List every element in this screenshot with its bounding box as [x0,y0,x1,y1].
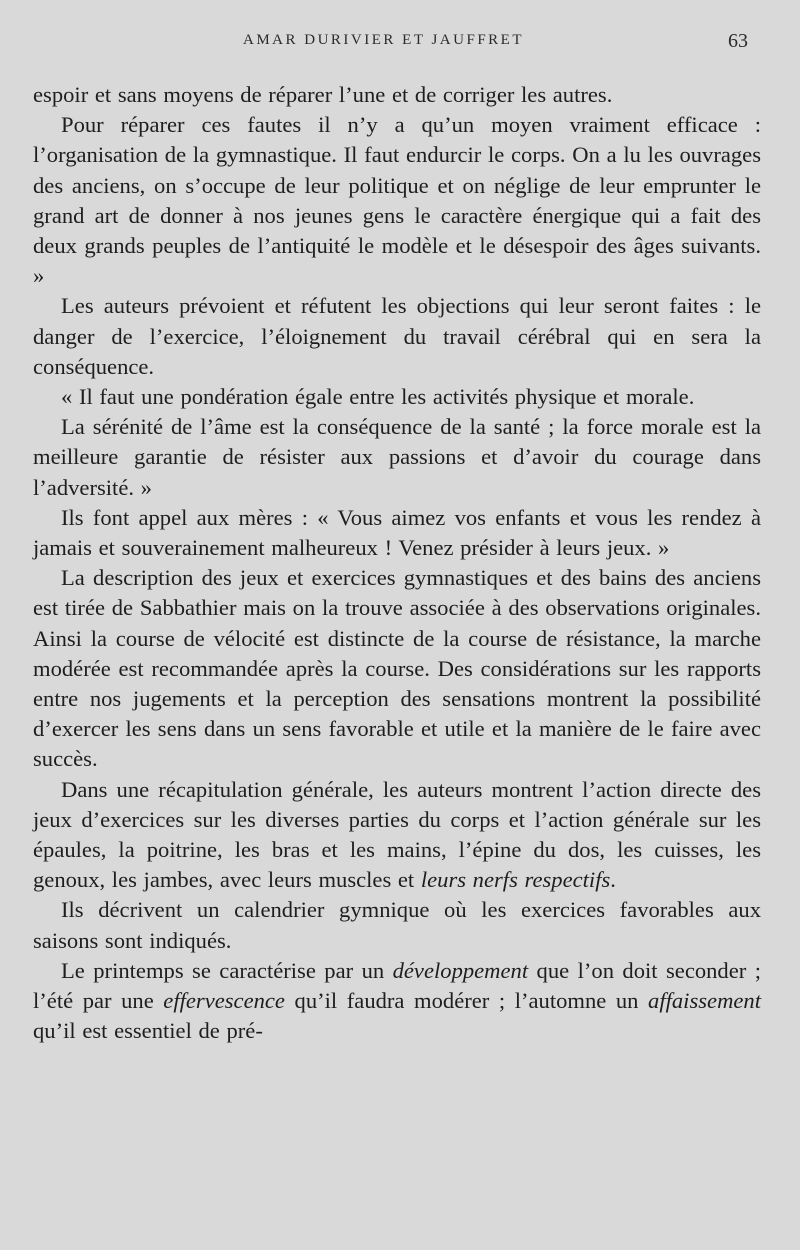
paragraph-9: Ils décrivent un calendrier gymnique où les exercices favorables aux saisons sont indiqués. [33,897,761,953]
paragraph-10-text-2: que l’on doit seconder ; l’été par une [33,957,761,1014]
paragraph-6: Ils font appel aux mères : « Vous aimez vos enfants et vous les rendez à jamais et souverainement malheureux ! Venez présider à leurs jeux. » [33,504,761,561]
paragraph-10 [33,956,761,1047]
paragraph-10-italic-3: affaissement [648,988,761,1014]
paragraph-10-italic-2: effervescence [163,988,285,1014]
page-number: 63 [728,30,748,52]
paragraph-1: espoir et sans moyens de réparer l’une et de corriger les autres. [33,82,613,107]
paragraph-10-text-1: Le printemps se caractérise par un [61,957,393,983]
paragraph-8-end: . [610,867,616,893]
page-header [0,32,800,54]
paragraph-8-text: Dans une récapitulation générale, les auteurs montrent l’action directe des jeux d’exercices sur les diverses parties du corps et l’action générale sur les épaules, la poitrine, les bras et les mains, l’épine du dos, les cuisses, les genoux, les jambes, avec leurs muscles et [33,776,761,893]
paragraph-3: Les auteurs prévoient et réfutent les objections qui leur seront faites : le danger de l’exercice, l’éloignement du travail cérébral qui en sera la conséquence. [33,293,761,379]
paragraph-7: La description des jeux et exercices gymnastiques et des bains des anciens est tirée de Sabbathier mais on la trouve associée à des observations originales. Ainsi la course de vélocité est distincte de la course de résistance, la marche modérée est recommandée après la course. Des considérations sur les rapports entre nos jugements et la perception des sensations montrent la possibilité d’exercer les sens dans un sens favorable et utile et la manière de le faire avec succès. [33,565,761,772]
body-text [33,80,761,1047]
paragraph-10-text-3: qu’il faudra modérer ; l’automne un [284,988,649,1014]
paragraph-4: « Il faut une pondération égale entre les activités physique et morale. [61,384,695,410]
paragraph-10-italic-1: développement [392,957,529,983]
paragraph-8-italic: leurs nerfs respectifs [420,867,611,893]
paragraph-2: Pour réparer ces fautes il n’y a qu’un moyen vraiment efficace : l’organisation de la gymnastique. Il faut endurcir le corps. On a lu les ouvrages des anciens, on s’occupe de leur politique et on néglige de leur emprunter le grand art de donner à nos jeunes gens le caractère énergique qui a fait des deux grands peuples de l’antiquité le modèle et le désespoir des âges suivants. » [33,112,761,289]
paragraph-8 [33,775,761,896]
running-head: AMAR DURIVIER ET JAUFFRET [243,32,524,48]
paragraph-5: La sérénité de l’âme est la conséquence de la santé ; la force morale est la meilleure garantie de résister aux passions et d’avoir du courage dans l’adversité. » [33,414,761,500]
paragraph-10-text-4: qu’il est essentiel de pré- [33,1018,263,1044]
